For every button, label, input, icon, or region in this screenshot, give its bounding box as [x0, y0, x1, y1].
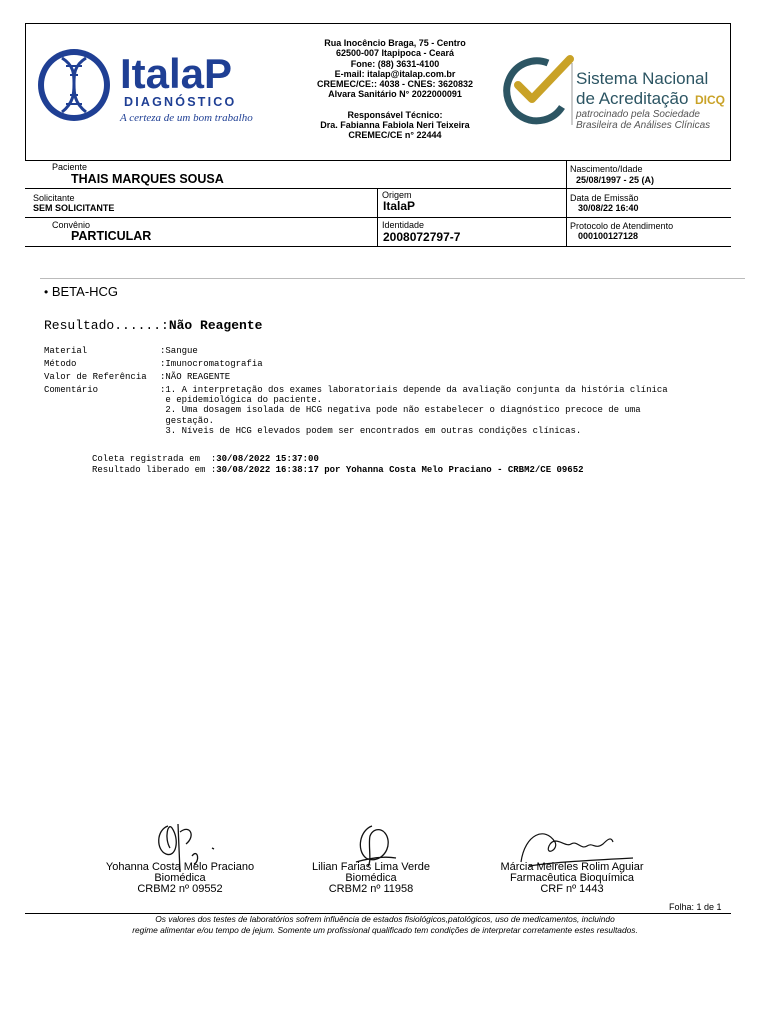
dicq-accreditation-logo: [500, 55, 730, 130]
checkmark-icon: [507, 59, 570, 121]
signature-block-2: [271, 862, 471, 895]
grid-line: [377, 188, 378, 246]
signer-name: Yohanna Costa Melo Praciano: [105, 861, 255, 873]
dicq-line4: Brasileira de Análises Clínicas: [576, 120, 711, 130]
section-divider: [40, 278, 745, 279]
convenio-value: PARTICULAR: [71, 229, 152, 243]
identidade-label: Identidade: [382, 220, 425, 230]
metodo-label: Método: [44, 359, 77, 369]
lab-rt-label: Responsável Técnico:: [347, 109, 443, 120]
signer-reg: CRBM2 nº 09552: [137, 883, 223, 895]
result-line: [44, 318, 262, 333]
origem-label: Origem: [382, 190, 412, 200]
paciente-label: Paciente: [52, 162, 88, 172]
logo-tagline: A certeza de um bom trabalho: [120, 112, 253, 124]
emissao-value: 30/08/22 16:40: [578, 203, 639, 213]
signer-role: Biomédica: [345, 872, 397, 884]
origem-value: ItalaP: [383, 199, 416, 213]
footer-note-1: Os valores dos testes de laboratórios sofrem influência de estados fisiológicos,patológicos, uso de medicamentos, incluindo: [155, 914, 615, 924]
comentario-line-4: gestação.: [160, 416, 215, 426]
grid-line: [25, 188, 731, 189]
referencia-value: :NÃO REAGENTE: [160, 372, 231, 382]
lab-cremec: CREMEC/CE:: 4038 - CNES: 3620832: [316, 79, 474, 90]
exam-title-row: [44, 284, 118, 299]
comentario-line-2: e epidemiológica do paciente.: [160, 395, 323, 405]
solicitante-value: SEM SOLICITANTE: [33, 203, 115, 213]
nascimento-value: 25/08/1997 - 25 (A): [576, 175, 655, 185]
lab-alvara: Alvara Sanitário N° 2022000091: [328, 89, 462, 100]
liberado-value: 30/08/2022 16:38:17 por Yohanna Costa Melo Praciano - CRBM2/CE 09652: [216, 465, 584, 475]
result-value: Não Reagente: [168, 318, 263, 333]
signer-role: Farmacêutica Bioquímica: [509, 872, 635, 884]
lab-info: [300, 38, 490, 141]
protocolo-label: Protocolo de Atendimento: [570, 221, 674, 231]
signature-block-1: [80, 862, 280, 895]
signer-name: Márcia Meireles Rolim Aguiar: [500, 861, 644, 873]
result-label: Resultado......:: [44, 318, 169, 333]
material-value: :Sangue: [160, 346, 198, 356]
lab-cep: 62500-007 Itapipoca - Ceará: [335, 48, 455, 59]
signer-name: Lilian Farias Lima Verde: [311, 861, 430, 873]
footer-note-2: regime alimentar e/ou tempo de jejum. Somente um profissional qualificado tem condições de interpretar corretamente estes resultados.: [132, 925, 638, 935]
lab-rt-name: Dra. Fabianna Fabiola Neri Teixeira: [320, 120, 470, 131]
convenio-label: Convênio: [52, 220, 91, 230]
coleta-line: [92, 454, 319, 464]
comentario-line-5: 3. Níveis de HCG elevados podem ser encontrados em outras condições clínicas.: [160, 426, 582, 436]
nascimento-label: Nascimento/Idade: [570, 164, 643, 174]
protocolo-value: 000100127128: [578, 231, 639, 241]
dicq-badge: DICQ: [695, 93, 725, 107]
lab-rt-cremec: CREMEC/CE n° 22444: [348, 130, 442, 141]
material-label: Material: [44, 346, 88, 356]
dicq-line1: Sistema Nacional: [576, 69, 709, 88]
signature-block-3: [472, 862, 672, 895]
dicq-line3: patrocinado pela Sociedade: [576, 109, 700, 120]
comentario-line-1: :1. A interpretação dos exames laboratoriais depende da avaliação conjunta da história clínica: [160, 385, 668, 395]
page-number: Folha: 1 de 1: [669, 902, 722, 912]
bullet-icon: •: [44, 285, 49, 299]
lab-email: E-mail: italap@italap.com.br: [334, 68, 456, 79]
coleta-label: Coleta registrada em :: [92, 454, 217, 464]
liberado-label: Resultado liberado em :: [92, 465, 217, 475]
solicitante-label: Solicitante: [33, 193, 75, 203]
spacer: [300, 100, 490, 110]
comentario-line-3: 2. Uma dosagem isolada de HCG negativa pode não estabelecer o diagnóstico precoce de uma: [160, 405, 641, 415]
italap-logo: [36, 48, 276, 128]
dicq-line2: de Acreditação: [576, 89, 689, 108]
logo-subtitle: DIAGNÓSTICO: [124, 95, 237, 109]
comentario-label: Comentário: [44, 385, 99, 395]
referencia-label: Valor de Referência: [44, 372, 147, 382]
emissao-label: Data de Emissão: [570, 193, 639, 203]
liberado-line: [92, 465, 584, 475]
signer-role: Biomédica: [154, 872, 206, 884]
lab-phone: Fone: (88) 3631-4100: [350, 58, 440, 69]
grid-line: [566, 161, 567, 246]
exam-title: BETA-HCG: [51, 284, 119, 299]
grid-line: [25, 246, 731, 247]
coleta-value: 30/08/2022 15:37:00: [216, 454, 319, 464]
exam-details: [0, 346, 768, 446]
grid-line: [25, 217, 731, 218]
lab-address: Rua Inocêncio Braga, 75 - Centro: [324, 38, 466, 48]
identidade-value: 2008072797-7: [383, 230, 461, 244]
signer-reg: CRBM2 nº 11958: [328, 883, 414, 895]
paciente-value: THAIS MARQUES SOUSA: [71, 172, 224, 186]
logo-brand: ItalaP: [120, 50, 233, 97]
metodo-value: :Imunocromatografia: [160, 359, 263, 369]
signer-reg: CRF nº 1443: [540, 883, 604, 895]
